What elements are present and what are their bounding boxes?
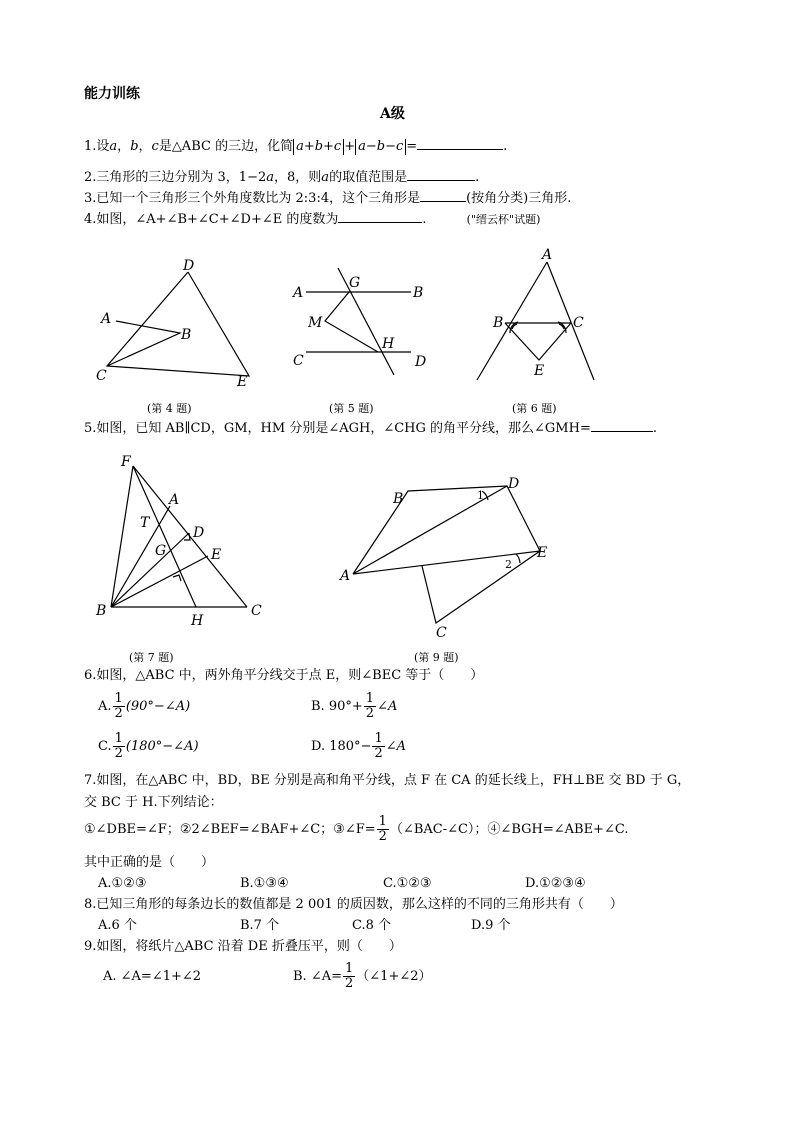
question-7-ask: 其中正确的是（ ） xyxy=(84,855,215,870)
fig9-label-D: D xyxy=(508,476,520,492)
section-title: 能力训练 xyxy=(84,86,140,102)
fig4-label-E: E xyxy=(237,374,248,390)
question-5: 5.如图，已知 AB∥CD，GM，HM 分别是∠AGH，∠CHG 的角平分线，那么∠GMH= . xyxy=(84,421,657,436)
fig9-angle-2: 2 xyxy=(505,558,512,571)
abs-expression-2: a−b−c xyxy=(355,139,406,155)
q9-option-a[interactable]: A. ∠A=∠1+∠2 xyxy=(103,969,202,984)
question-7-line-2: 交 BC 于 H.下列结论： xyxy=(84,795,223,810)
fig9-label-C: C xyxy=(436,625,447,641)
figure-4 xyxy=(107,272,249,376)
fig4-label-D: D xyxy=(183,258,195,274)
fig5-label-A: A xyxy=(293,285,304,301)
question-8-stem: 8.已知三角形的每条边长的数值都是 2 001 的质因数，那么这样的不同的三角形共有（ ） xyxy=(84,897,623,912)
fig7-label-E: E xyxy=(211,547,222,563)
figure-5-labels xyxy=(291,275,426,370)
q9-option-b[interactable]: B. ∠A= $\frac{1}{2}$ （∠1+∠2） xyxy=(293,961,432,991)
q8-option-a[interactable]: A.6 个 xyxy=(98,918,137,933)
q7-option-b[interactable]: B.①③④ xyxy=(240,876,289,891)
fig7-label-C: C xyxy=(251,603,262,619)
level-heading: A级 xyxy=(380,106,405,122)
fraction-half: $\frac{1}{2}$ xyxy=(365,691,375,721)
fig4-label-A: A xyxy=(101,311,112,327)
figure-9 xyxy=(353,486,540,623)
figure-7 xyxy=(111,466,247,607)
question-6-stem: 6.如图，△ABC 中，两外角平分线交于点 E，则∠BEC 等于（ ） xyxy=(84,668,484,683)
q7-option-d[interactable]: D.①②③④ xyxy=(525,876,586,891)
fraction-half: $\frac{1}{2}$ xyxy=(114,691,123,721)
question-6-option-d[interactable]: D. 180°− $\frac{1}{2}$ ∠A xyxy=(311,731,406,761)
caption-figure-4: (第 4 题) xyxy=(147,402,192,415)
q8-option-c[interactable]: C.8 个 xyxy=(352,918,392,933)
question-7-conclusions: ①∠DBE=∠F；②2∠BEF=∠BAF+∠C；③∠F= $\frac{1}{2}$ （∠BAC-∠C）；④∠BGH=∠ABE+∠C. xyxy=(84,814,629,844)
fig7-label-F: F xyxy=(121,454,131,470)
fig6-label-E: E xyxy=(534,363,545,379)
fig7-label-D: D xyxy=(193,525,205,541)
fig9-label-B: B xyxy=(393,491,404,507)
fig7-label-A: A xyxy=(169,492,180,508)
question-4: 4.如图，∠A+∠B+∠C+∠D+∠E 的度数为 . ("缙云杯"试题) xyxy=(84,212,541,227)
fig7-label-T: T xyxy=(140,515,150,531)
question-6-option-c[interactable]: C. $\frac{1}{2}$ (180°−∠A) xyxy=(98,731,199,761)
fig6-label-C: C xyxy=(573,315,584,331)
fraction-half: $\frac{1}{2}$ xyxy=(345,961,354,991)
abs-expression-1: a+b+c xyxy=(293,139,344,155)
q7-option-a[interactable]: A.①②③ xyxy=(98,876,147,891)
fig5-label-D: D xyxy=(415,354,427,370)
question-2: 2.三角形的三边分别为 3，1−2a，8，则a的取值范围是 . xyxy=(84,170,480,185)
answer-blank-5[interactable] xyxy=(591,419,653,432)
fig9-angle-1: 1 xyxy=(477,489,484,502)
question-6-option-b[interactable]: B. 90°+ $\frac{1}{2}$ ∠A xyxy=(311,691,398,721)
fig7-label-B: B xyxy=(96,603,107,619)
figure-9-labels xyxy=(338,476,547,641)
question-3: 3.已知一个三角形三个外角度数比为 2:3:4，这个三角形是 (按角分类)三角形. xyxy=(84,191,572,206)
caption-figure-6: (第 6 题) xyxy=(512,402,557,415)
q7-option-c[interactable]: C.①②③ xyxy=(383,876,432,891)
source-note: ("缙云杯"试题) xyxy=(466,213,541,226)
question-7-line-1: 7.如图，在△ABC 中，BD，BE 分别是高和角平分线，点 F 在 CA 的延长线上，FH⊥BE 交 BD 于 G， xyxy=(84,773,691,788)
fig5-label-M: M xyxy=(308,315,323,331)
fraction-half: $\frac{1}{2}$ xyxy=(378,814,387,844)
fig5-label-B: B xyxy=(413,285,424,301)
caption-figure-7: (第 7 题) xyxy=(129,651,174,664)
fraction-half: $\frac{1}{2}$ xyxy=(374,731,383,761)
question-1: 1.设a，b，c是△ABC 的三边，化简 a+b+c + a−b−c = . xyxy=(84,139,508,154)
question-9-stem: 9.如图，将纸片△ABC 沿着 DE 折叠压平，则（ ） xyxy=(84,939,402,954)
fraction-half: $\frac{1}{2}$ xyxy=(114,731,123,761)
fig5-label-H: H xyxy=(382,336,395,352)
question-6-option-a[interactable]: A. $\frac{1}{2}$ (90°−∠A) xyxy=(98,691,191,721)
fig4-label-C: C xyxy=(96,368,107,384)
fig6-label-A: A xyxy=(542,247,553,263)
fig5-label-C: C xyxy=(293,353,304,369)
fig9-label-A: A xyxy=(340,568,351,584)
q8-option-d[interactable]: D.9 个 xyxy=(471,918,511,933)
caption-figure-9: (第 9 题) xyxy=(414,651,459,664)
q8-option-b[interactable]: B.7 个 xyxy=(240,918,280,933)
fig9-label-E: E xyxy=(537,545,548,561)
fig5-label-G: G xyxy=(349,275,361,291)
fig7-label-H: H xyxy=(191,613,204,629)
fig6-label-B: B xyxy=(493,315,504,331)
fig4-label-B: B xyxy=(181,327,192,343)
caption-figure-5: (第 5 题) xyxy=(329,402,374,415)
fig7-label-G: G xyxy=(155,543,167,559)
